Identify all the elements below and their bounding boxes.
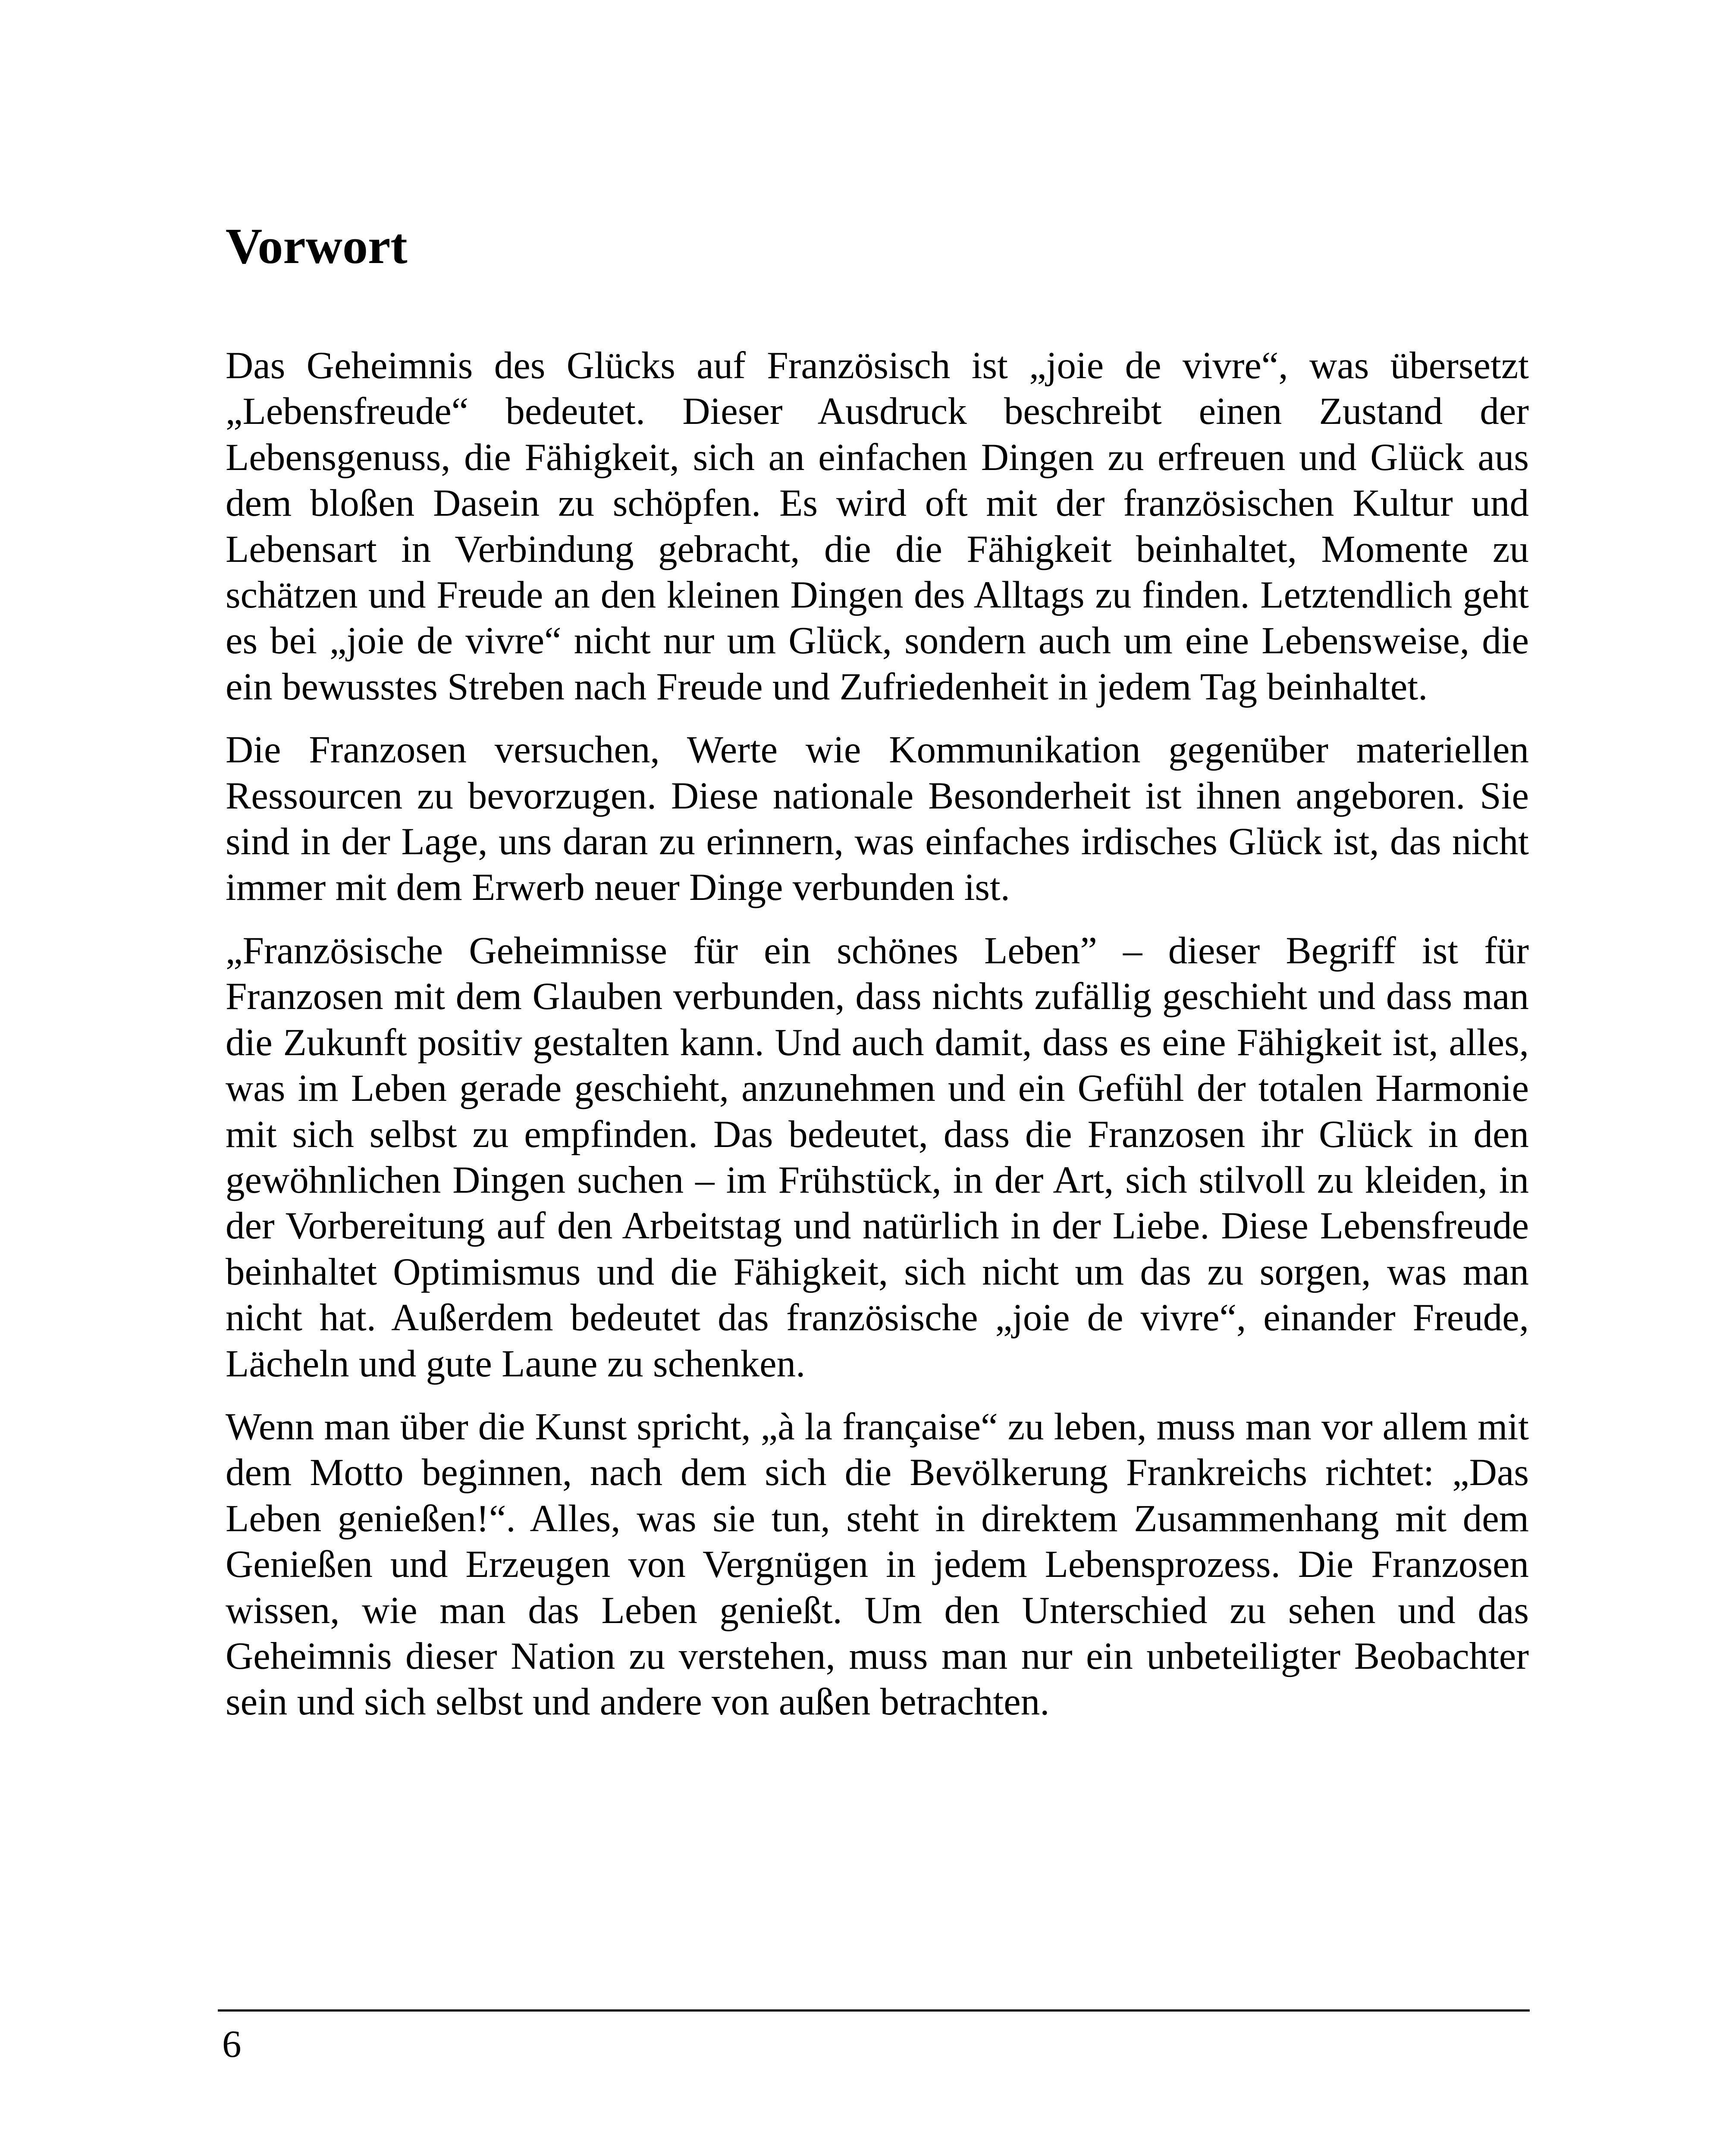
footer-divider — [218, 2009, 1530, 2012]
paragraph-3: „Französische Geheimnisse für ein schönes Leben” – dieser Begriff ist für Franzosen mit dem Glauben verbunden, dass nichts zufällig geschieht und dass man die Zukunft positiv gestalten kann. Und auch damit, dass es eine Fähigkeit ist, alles, was im Leben gerade geschieht, anzunehmen und ein Gefühl der totalen Harmonie mit sich selbst zu empfinden. Das bedeutet, dass die Franzosen ihr Glück in den gewöhnlichen Dingen suchen – im Frühstück, in der Art, sich stilvoll zu kleiden, in der Vorbereitung auf den Arbeitstag und natürlich in der Liebe. Diese Lebensfreude beinhaltet Optimismus und die Fähigkeit, sich nicht um das zu sorgen, was man nicht hat. Außerdem bedeutet das französische „joie de vivre“, einander Freude, Lächeln und gute Laune zu schenken. — [226, 929, 1529, 1385]
body-text — [226, 343, 1529, 1742]
chapter-title: Vorwort — [226, 218, 408, 274]
paragraph-2: Die Franzosen versuchen, Werte wie Kommunikation gegenüber materiellen Ressourcen zu bevorzugen. Diese nationale Besonderheit ist ihnen angeboren. Sie sind in der Lage, uns daran zu erinnern, was einfaches irdisches Glück ist, das nicht immer mit dem Erwerb neuer Dinge verbunden ist. — [226, 729, 1529, 909]
paragraph-1: Das Geheimnis des Glücks auf Französisch ist „joie de vivre“, was übersetzt „Lebensfreude“ bedeutet. Dieser Ausdruck beschreibt einen Zustand der Lebensgenuss, die Fähigkeit, sich an einfachen Dingen zu erfreuen und Glück aus dem bloßen Dasein zu schöpfen. Es wird oft mit der französischen Kultur und Lebensart in Verbindung gebracht, die die Fähigkeit beinhaltet, Momente zu schätzen und Freude an den kleinen Dingen des Alltags zu finden. Letztendlich geht es bei „joie de vivre“ nicht nur um Glück, sondern auch um eine Lebensweise, die ein bewusstes Streben nach Freude und Zufriedenheit in jedem Tag beinhaltet. — [226, 345, 1529, 708]
paragraph-4: Wenn man über die Kunst spricht, „à la française“ zu leben, muss man vor allem mit dem Motto beginnen, nach dem sich die Bevölkerung Frankreichs richtet: „Das Leben genießen!“. Alles, was sie tun, steht in direktem Zusammenhang mit dem Genießen und Erzeugen von Vergnügen in jedem Lebensprozess. Die Franzosen wissen, wie man das Leben genießt. Um den Unterschied zu sehen und das Geheimnis dieser Nation zu verstehen, muss man nur ein unbeteiligter Beobachter sein und sich selbst und andere von außen betrachten. — [226, 1405, 1529, 1724]
page-number: 6 — [222, 2023, 242, 2065]
